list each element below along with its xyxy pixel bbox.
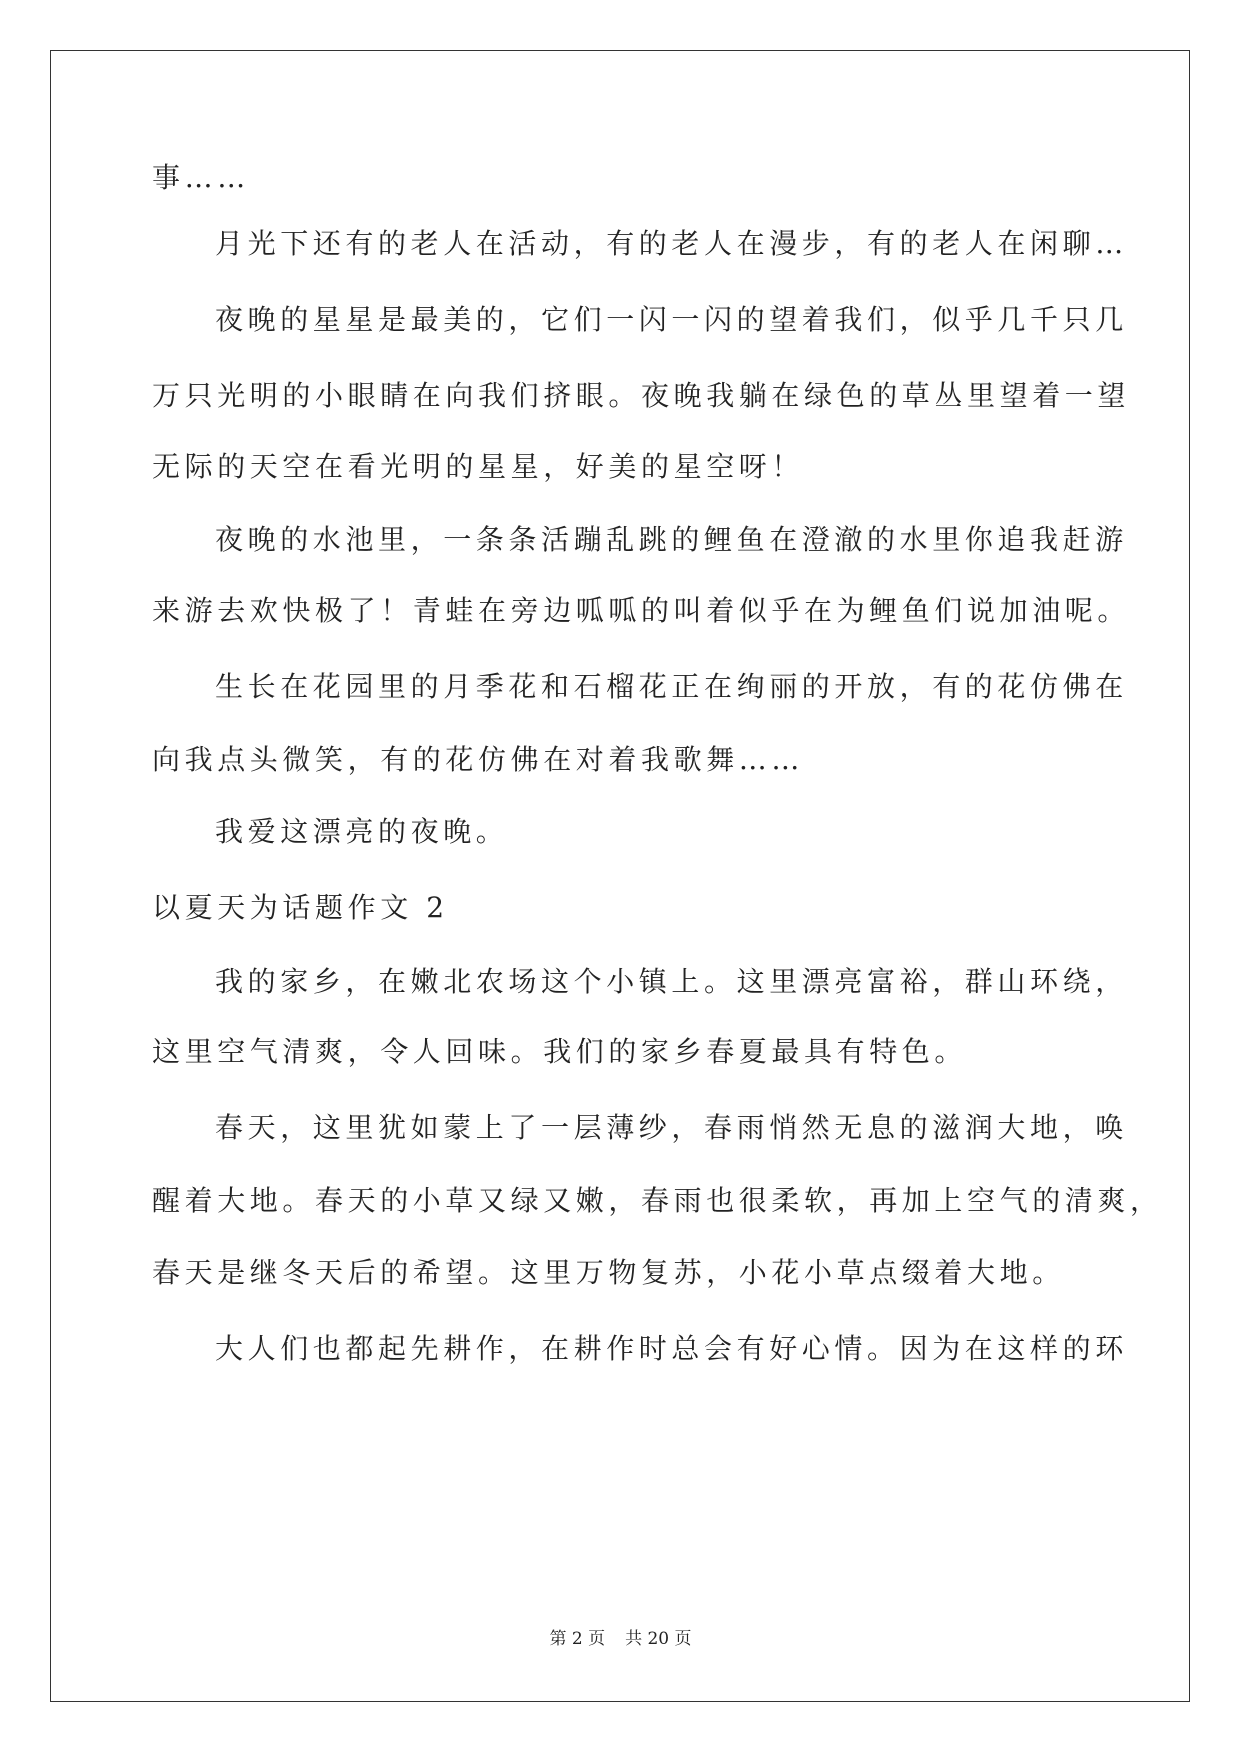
text-line: 我的家乡，在嫩北农场这个小镇上。这里漂亮富裕，群山环绕， [215, 965, 1128, 998]
page-total: 共 20 页 [625, 1629, 692, 1649]
text-line: 夜晚的水池里，一条条活蹦乱跳的鲤鱼在澄澈的水里你追我赶游 [215, 523, 1128, 556]
text-line: 大人们也都起先耕作，在耕作时总会有好心情。因为在这样的环 [215, 1332, 1128, 1365]
page-number: 第 2 页 [549, 1629, 606, 1649]
text-line: 万只光明的小眼睛在向我们挤眼。夜晚我躺在绿色的草丛里望着一望 [152, 379, 1131, 412]
text-line: 来游去欢快极了！青蛙在旁边呱呱的叫着似乎在为鲤鱼们说加油呢。 [152, 594, 1131, 627]
text-line: 夜晚的星星是最美的，它们一闪一闪的望着我们，似乎几千只几 [215, 303, 1128, 336]
text-line: 生长在花园里的月季花和石榴花正在绚丽的开放，有的花仿佛在 [215, 670, 1128, 703]
text-line: 向我点头微笑，有的花仿佛在对着我歌舞…… [152, 743, 805, 776]
text-line: 我爱这漂亮的夜晚。 [215, 815, 509, 848]
text-line: 这里空气清爽，令人回味。我们的家乡春夏最具有特色。 [152, 1035, 968, 1068]
text-line: 无际的天空在看光明的星星，好美的星空呀！ [152, 450, 805, 483]
text-line: 春天，这里犹如蒙上了一层薄纱，春雨悄然无息的滋润大地，唤 [215, 1111, 1128, 1144]
text-line: 春天是继冬天后的希望。这里万物复苏，小花小草点缀着大地。 [152, 1256, 1065, 1289]
page-border [50, 50, 1190, 1702]
page-footer [0, 1627, 1241, 1651]
text-line: 醒着大地。春天的小草又绿又嫩，春雨也很柔软，再加上空气的清爽， [152, 1184, 1163, 1217]
section-heading: 以夏天为话题作文 2 [152, 891, 449, 924]
text-line: 事…… [152, 161, 250, 194]
text-line: 月光下还有的老人在活动，有的老人在漫步，有的老人在闲聊… [215, 227, 1128, 260]
